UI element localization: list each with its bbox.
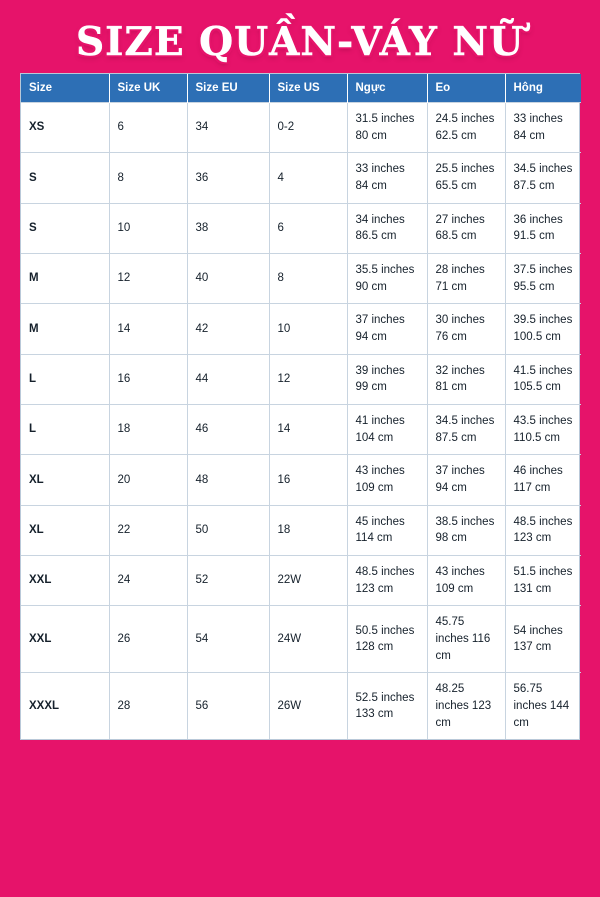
cell-eo: 45.75 inches 116 cm [427,606,505,673]
cell-size-us: 10 [269,304,347,354]
column-header-size: Size [21,74,109,103]
column-header-size-uk: Size UK [109,74,187,103]
cell-nguc: 34 inches 86.5 cm [347,203,427,253]
cell-size: XL [21,505,109,555]
table-row [21,455,581,505]
table-row [21,203,581,253]
cell-hong: 54 inches 137 cm [505,606,581,673]
cell-size-uk: 20 [109,455,187,505]
cell-eo: 28 inches 71 cm [427,253,505,303]
cell-nguc: 41 inches 104 cm [347,405,427,455]
cell-size: S [21,203,109,253]
cell-size: M [21,304,109,354]
cell-size: XS [21,102,109,152]
table-row [21,354,581,404]
cell-nguc: 31.5 inches 80 cm [347,102,427,152]
table-row [21,253,581,303]
cell-nguc: 33 inches 84 cm [347,153,427,203]
cell-size-eu: 50 [187,505,269,555]
table-row [21,153,581,203]
cell-eo: 38.5 inches 98 cm [427,505,505,555]
cell-hong: 39.5 inches 100.5 cm [505,304,581,354]
cell-size-eu: 56 [187,673,269,740]
table-row [21,556,581,606]
cell-nguc: 45 inches 114 cm [347,505,427,555]
cell-size-eu: 42 [187,304,269,354]
cell-size-us: 14 [269,405,347,455]
cell-size: L [21,405,109,455]
column-header-hong: Hông [505,74,581,103]
table-header [21,74,581,103]
cell-size-eu: 34 [187,102,269,152]
cell-nguc: 39 inches 99 cm [347,354,427,404]
cell-size-uk: 6 [109,102,187,152]
cell-eo: 43 inches 109 cm [427,556,505,606]
table-row [21,673,581,740]
cell-size-us: 8 [269,253,347,303]
column-header-nguc: Ngực [347,74,427,103]
cell-size-us: 0-2 [269,102,347,152]
cell-size-us: 18 [269,505,347,555]
cell-size-uk: 14 [109,304,187,354]
cell-eo: 37 inches 94 cm [427,455,505,505]
cell-size-us: 22W [269,556,347,606]
cell-size-us: 12 [269,354,347,404]
cell-size-uk: 26 [109,606,187,673]
cell-size-eu: 44 [187,354,269,404]
cell-size-eu: 52 [187,556,269,606]
table-row [21,606,581,673]
table-row [21,304,581,354]
cell-size-eu: 54 [187,606,269,673]
size-table [21,74,581,739]
cell-eo: 25.5 inches 65.5 cm [427,153,505,203]
table-header-row [21,74,581,103]
cell-size: XXL [21,556,109,606]
cell-size-uk: 12 [109,253,187,303]
table-row [21,102,581,152]
cell-size-eu: 46 [187,405,269,455]
cell-hong: 41.5 inches 105.5 cm [505,354,581,404]
cell-size-eu: 48 [187,455,269,505]
column-header-eo: Eo [427,74,505,103]
cell-eo: 32 inches 81 cm [427,354,505,404]
cell-nguc: 48.5 inches 123 cm [347,556,427,606]
cell-hong: 36 inches 91.5 cm [505,203,581,253]
cell-eo: 30 inches 76 cm [427,304,505,354]
cell-size-uk: 24 [109,556,187,606]
table-body [21,102,581,739]
cell-size-eu: 36 [187,153,269,203]
cell-eo: 27 inches 68.5 cm [427,203,505,253]
cell-hong: 48.5 inches 123 cm [505,505,581,555]
cell-size-uk: 18 [109,405,187,455]
cell-size-us: 26W [269,673,347,740]
cell-nguc: 50.5 inches 128 cm [347,606,427,673]
cell-hong: 34.5 inches 87.5 cm [505,153,581,203]
cell-size-eu: 40 [187,253,269,303]
cell-size-uk: 28 [109,673,187,740]
cell-size-us: 24W [269,606,347,673]
cell-hong: 46 inches 117 cm [505,455,581,505]
cell-size-uk: 22 [109,505,187,555]
cell-nguc: 37 inches 94 cm [347,304,427,354]
column-header-size-eu: Size EU [187,74,269,103]
cell-eo: 24.5 inches 62.5 cm [427,102,505,152]
cell-size: S [21,153,109,203]
cell-hong: 33 inches 84 cm [505,102,581,152]
table-row [21,405,581,455]
size-table-container [20,73,580,740]
cell-size: M [21,253,109,303]
cell-size-uk: 8 [109,153,187,203]
cell-nguc: 43 inches 109 cm [347,455,427,505]
cell-size-uk: 10 [109,203,187,253]
cell-hong: 56.75 inches 144 cm [505,673,581,740]
cell-size: XL [21,455,109,505]
cell-size-us: 6 [269,203,347,253]
cell-size-uk: 16 [109,354,187,404]
cell-hong: 51.5 inches 131 cm [505,556,581,606]
column-header-size-us: Size US [269,74,347,103]
cell-hong: 43.5 inches 110.5 cm [505,405,581,455]
cell-size-us: 4 [269,153,347,203]
cell-eo: 48.25 inches 123 cm [427,673,505,740]
cell-size-eu: 38 [187,203,269,253]
cell-nguc: 35.5 inches 90 cm [347,253,427,303]
cell-size: XXXL [21,673,109,740]
cell-hong: 37.5 inches 95.5 cm [505,253,581,303]
table-row [21,505,581,555]
cell-size-us: 16 [269,455,347,505]
page-title: SIZE QUẦN-VÁY NỮ [75,19,525,65]
cell-nguc: 52.5 inches 133 cm [347,673,427,740]
cell-size: L [21,354,109,404]
cell-eo: 34.5 inches 87.5 cm [427,405,505,455]
cell-size: XXL [21,606,109,673]
